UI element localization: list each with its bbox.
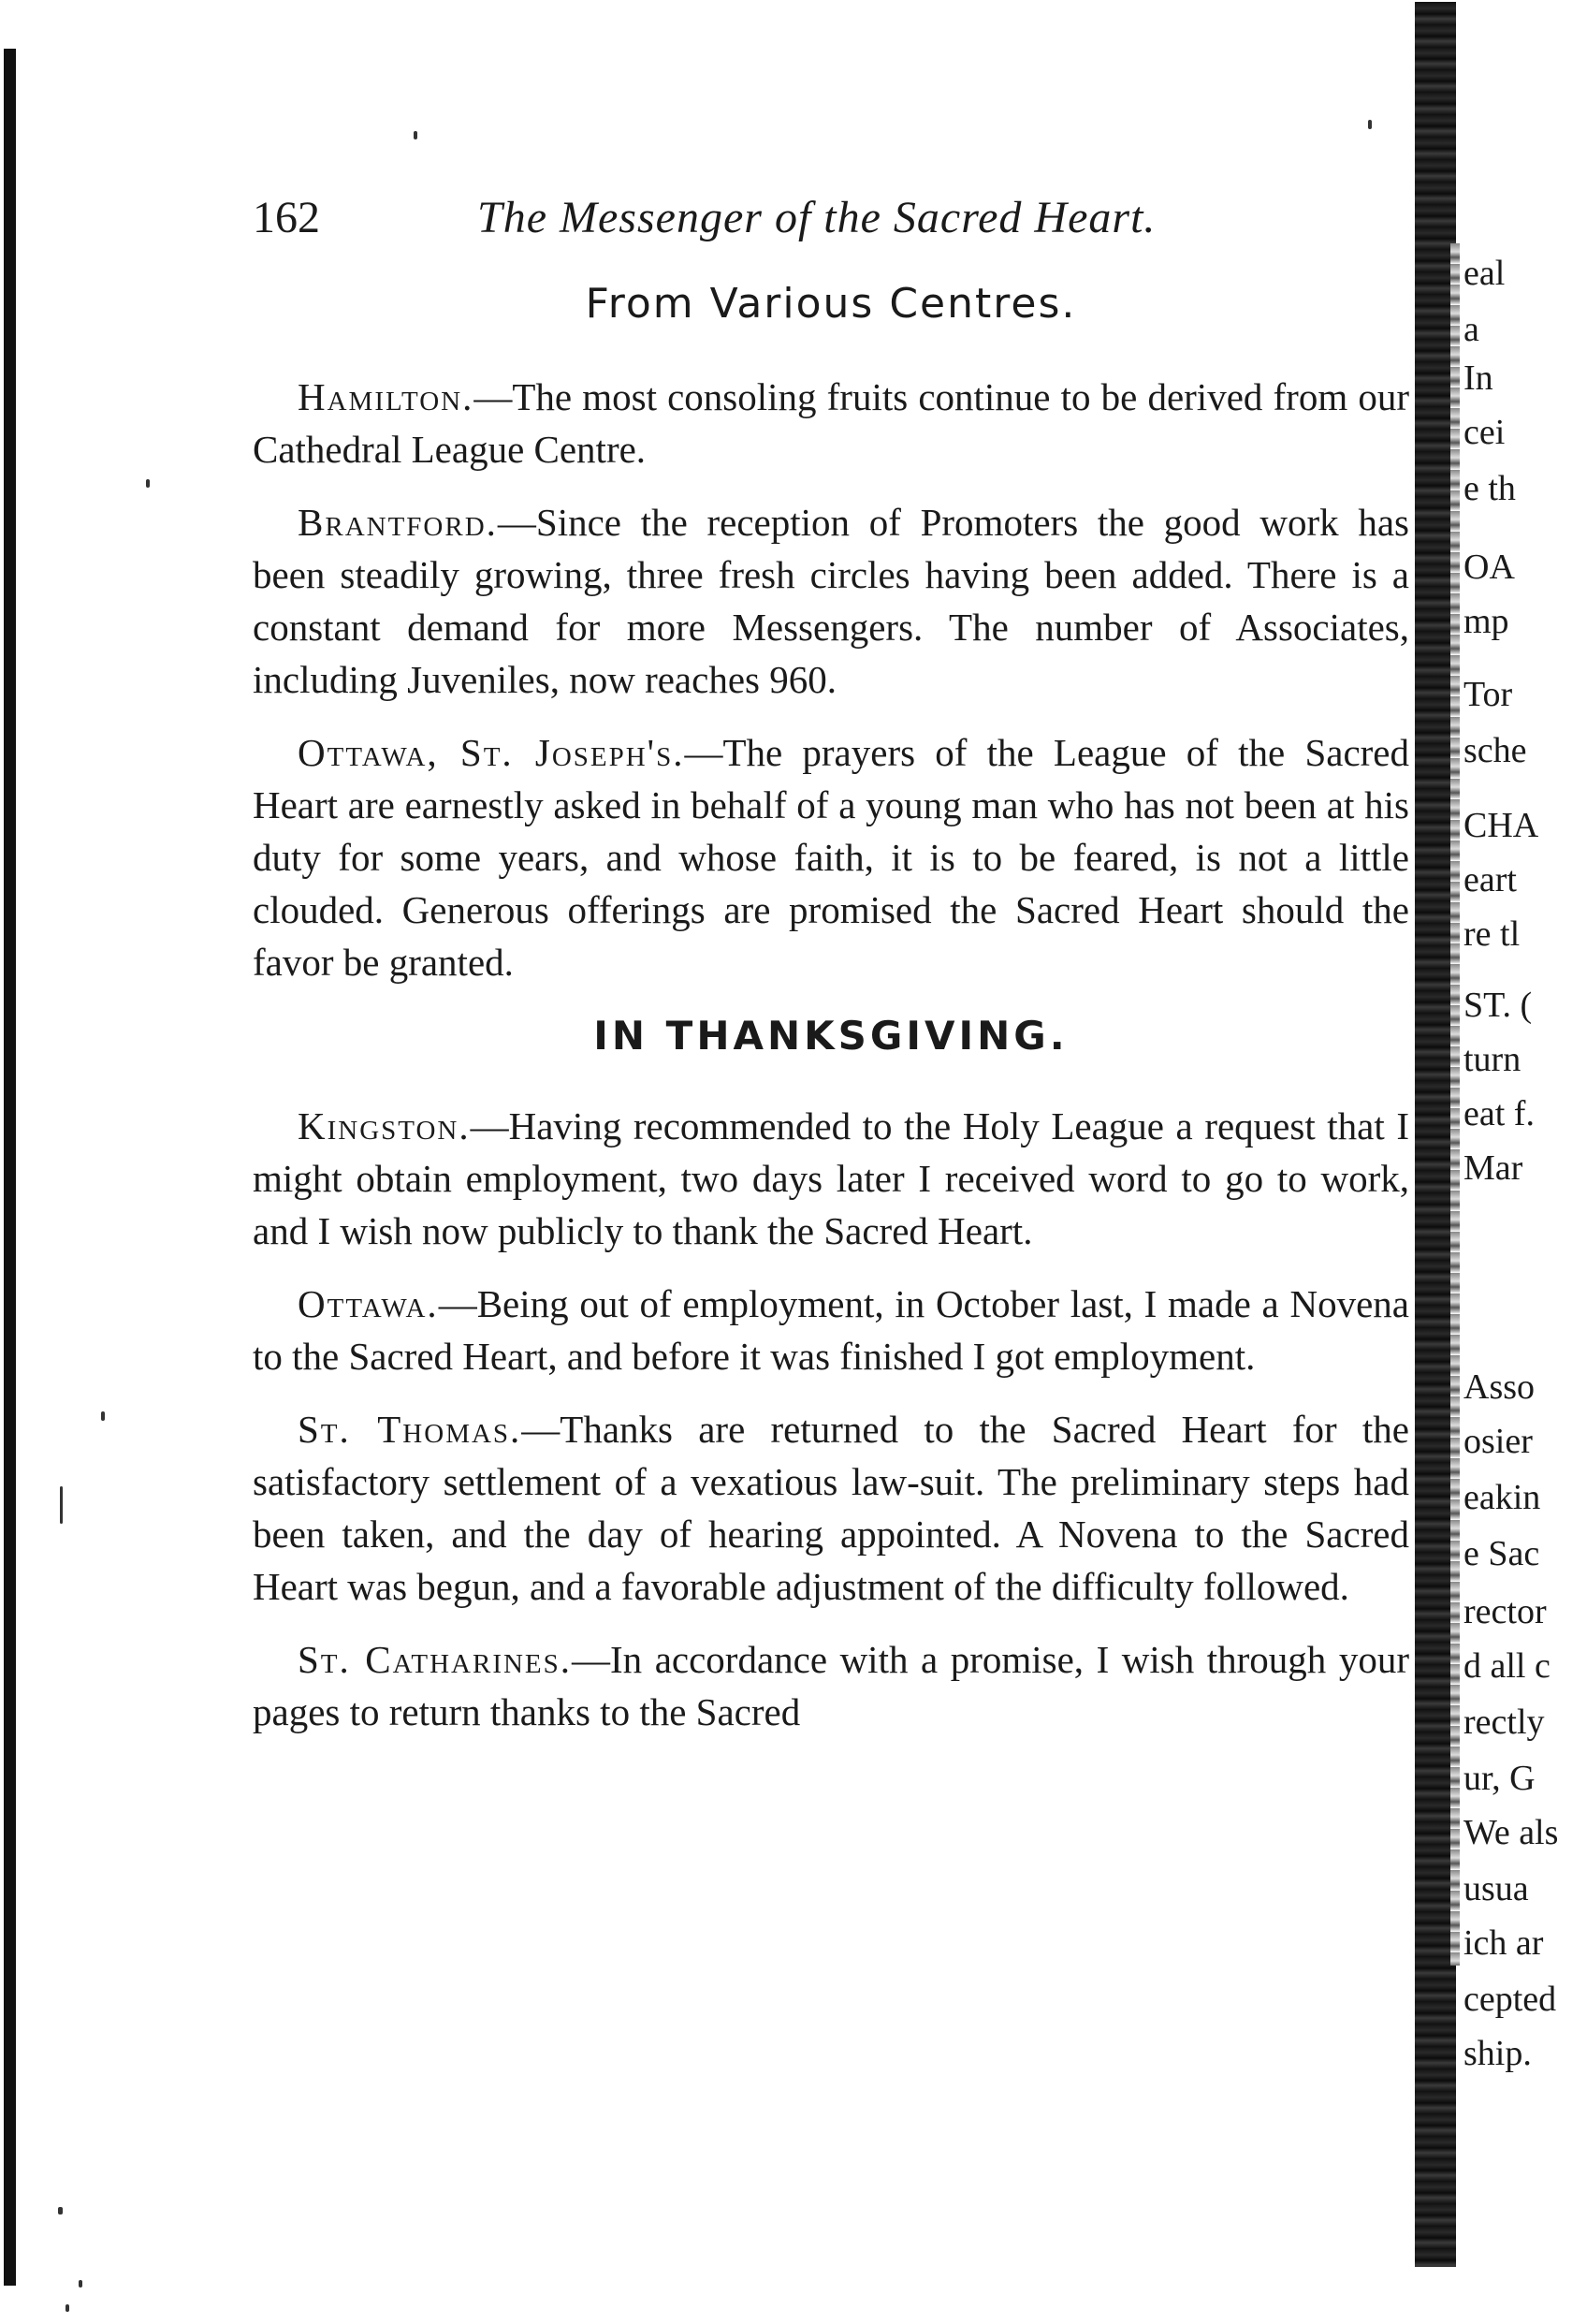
- thanksgiving-heading: IN THANKSGIVING.: [593, 1013, 1069, 1059]
- thanksgiving-text: —Having recommended to the Holy League a request that I might obtain employment, two days later I received word to go to work, and I wish now publicly to thank the Sacred Heart.: [253, 1104, 1409, 1252]
- page-body: [253, 192, 1409, 1759]
- print-speck: [414, 131, 417, 139]
- thanksgiving-place: Ottawa.: [298, 1282, 439, 1325]
- adjacent-page-fragment: In: [1463, 358, 1493, 398]
- thanksgiving-text: —Being out of employment, in October last, I made a Novena to the Sacred Heart, and before it was finished I got employment.: [253, 1282, 1409, 1378]
- adjacent-page-fragment: Asso: [1463, 1367, 1536, 1407]
- adjacent-page-fragment: eart: [1463, 860, 1517, 899]
- page-number: 162: [253, 193, 320, 242]
- thanksgiving-entry: [253, 1100, 1409, 1257]
- adjacent-page-fragment: ur, G: [1463, 1759, 1536, 1798]
- adjacent-page-strip: [1415, 0, 1587, 2324]
- print-speck: [1368, 120, 1372, 129]
- centres-list: [253, 371, 1409, 988]
- centre-entry: [253, 371, 1409, 475]
- running-head: [253, 192, 1409, 248]
- adjacent-page-fragment: a: [1463, 310, 1479, 349]
- centre-entry: [253, 726, 1409, 988]
- adjacent-page-fragment: Tor: [1463, 675, 1513, 714]
- thanksgiving-entry: [253, 1633, 1409, 1738]
- centre-text: —Since the reception of Promoters the good work has been steadily growing, three fresh circles having been added. There is a constant demand for more Messengers. The number of Associates, including Juveniles, now reaches 960.: [253, 501, 1409, 701]
- adjacent-page-fragment: ich ar: [1463, 1923, 1544, 1963]
- thanksgiving-list: [253, 1100, 1409, 1738]
- thanksgiving-place: Kingston.: [298, 1104, 471, 1147]
- adjacent-page-fragment: e th: [1463, 469, 1516, 508]
- gutter-edge: [1450, 243, 1460, 1966]
- adjacent-page-fragment: mp: [1463, 602, 1509, 641]
- print-speck: [79, 2280, 82, 2287]
- adjacent-page-fragment: d all c: [1463, 1646, 1551, 1686]
- left-binding-edge: [4, 49, 16, 2286]
- print-speck: [66, 2304, 69, 2312]
- adjacent-page-fragment: osier: [1463, 1422, 1533, 1461]
- print-speck: [60, 1486, 63, 1524]
- thanksgiving-place: St. Catharines.: [298, 1638, 573, 1681]
- adjacent-page-fragment: eat f.: [1463, 1094, 1535, 1133]
- adjacent-page-fragment: We als: [1463, 1813, 1559, 1852]
- adjacent-page-fragment: eal: [1463, 254, 1506, 293]
- adjacent-page-fragment: OA: [1463, 548, 1515, 587]
- thanksgiving-entry: [253, 1403, 1409, 1613]
- centre-text: —The most consoling fruits continue to be derived from our Cathedral League Centre.: [253, 375, 1409, 471]
- adjacent-page-fragment: ship.: [1463, 2034, 1532, 2073]
- adjacent-page-fragment: ST. (: [1463, 986, 1533, 1025]
- centre-place: Ottawa, St. Joseph's.: [298, 731, 685, 774]
- centre-place: Brantford.: [298, 501, 498, 544]
- adjacent-page-fragment: rector: [1463, 1592, 1547, 1631]
- adjacent-page-fragment: sche: [1463, 731, 1527, 770]
- thanksgiving-text: —In accordance with a promise, I wish through your pages to return thanks to the Sacred: [253, 1638, 1409, 1733]
- section-heading: From Various Centres.: [585, 280, 1077, 328]
- adjacent-page-fragment: usua: [1463, 1869, 1529, 1908]
- adjacent-page-fragment: rectly: [1463, 1703, 1545, 1742]
- print-speck: [146, 479, 150, 488]
- adjacent-page-fragment: eakin: [1463, 1478, 1541, 1517]
- centre-text: —The prayers of the League of the Sacred Heart are earnestly asked in behalf of a young man who has not been at his duty for some years, and whose faith, it is to be feared, is not a little clouded. Generous offerings are promised the Sacred Heart should the favor be granted.: [253, 731, 1409, 984]
- adjacent-page-fragment: cei: [1463, 413, 1506, 452]
- thanksgiving-text: —Thanks are returned to the Sacred Heart for the satisfactory settlement of a vexatious law-suit. The preliminary steps had been taken, and the day of hearing appointed. A Novena to the Sacred Heart was begun, and a favorable adjustment of the difficulty followed.: [253, 1408, 1409, 1608]
- adjacent-page-fragment: Mar: [1463, 1148, 1523, 1188]
- adjacent-page-fragment: re tl: [1463, 914, 1521, 954]
- running-title: The Messenger of the Sacred Heart.: [477, 193, 1157, 242]
- adjacent-page-fragment: cepted: [1463, 1980, 1557, 2019]
- adjacent-page-fragment: e Sac: [1463, 1534, 1540, 1573]
- print-speck: [58, 2207, 63, 2214]
- adjacent-page-fragment: turn: [1463, 1040, 1521, 1079]
- centre-entry: [253, 496, 1409, 706]
- thanksgiving-entry: [253, 1278, 1409, 1382]
- centre-place: Hamilton.: [298, 375, 474, 418]
- adjacent-page-fragment: CHA: [1463, 806, 1539, 845]
- thanksgiving-place: St. Thomas.: [298, 1408, 522, 1451]
- print-speck: [101, 1411, 105, 1421]
